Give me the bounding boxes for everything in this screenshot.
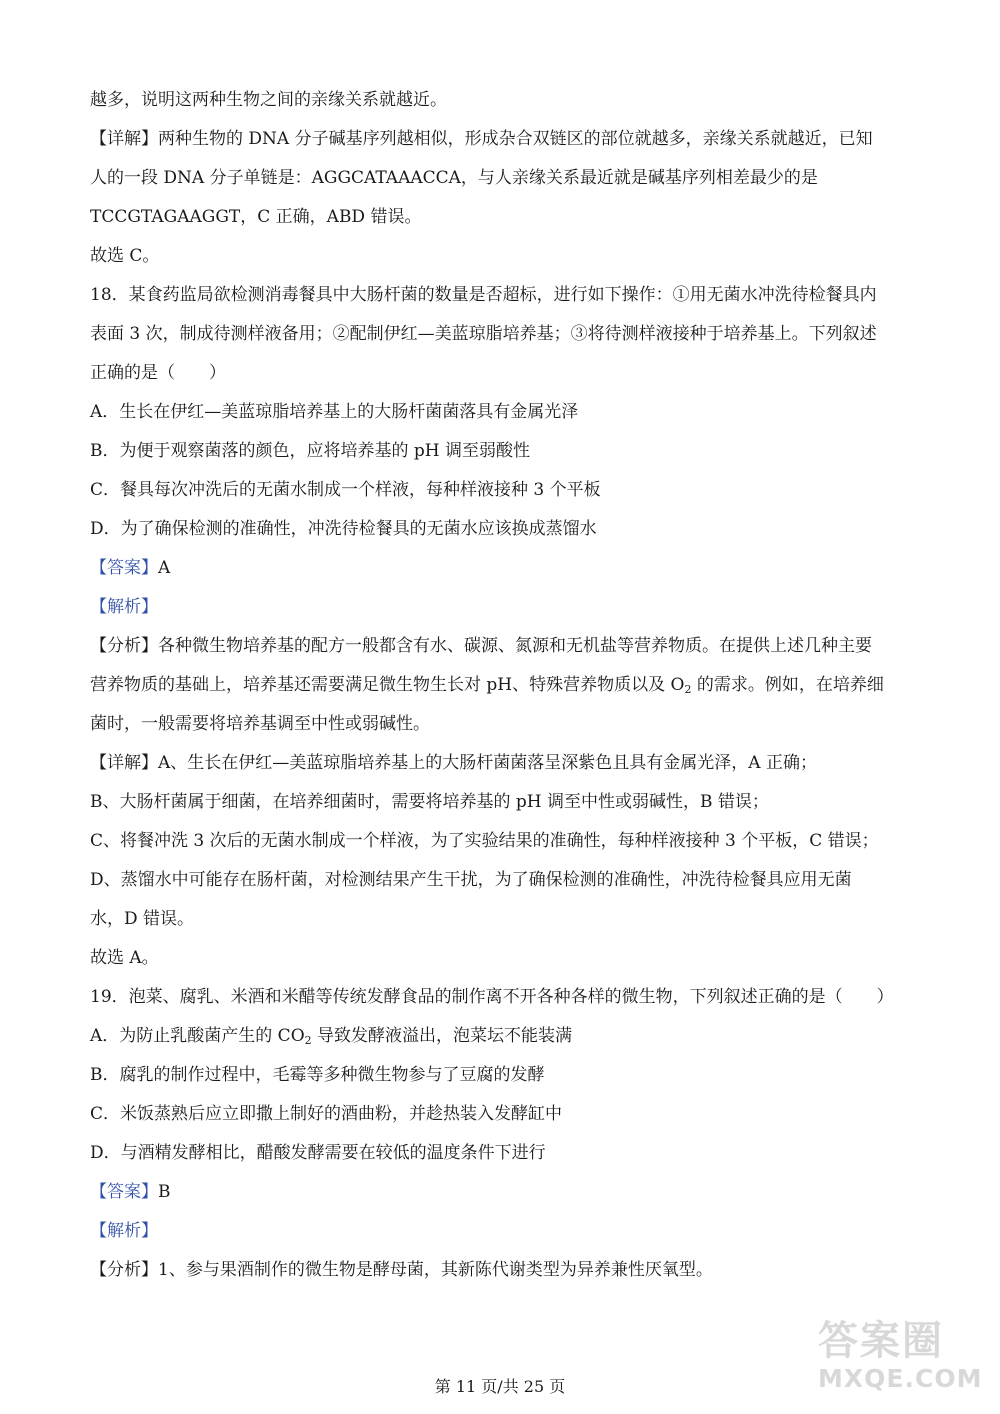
text-line: 水，D 错误。: [90, 909, 195, 929]
text-line: 表面 3 次，制成待测样液备用；②配制伊红—美蓝琼脂培养基；③将待测样液接种于培养基上。下列叙述: [90, 324, 877, 344]
text-line: 正确的是（ ）: [90, 363, 226, 383]
page-footer: 第 11 页/共 25 页: [434, 1377, 566, 1396]
text-line: C、将餐冲洗 3 次后的无菌水制成一个样液，为了实验结果的准确性，每种样液接种 3 个平板，C 错误；: [90, 831, 879, 851]
tag-fenxi: 【分析】: [90, 1260, 158, 1280]
question-18: 18．某食药监局欲检测消毒餐具中大肠杆菌的数量是否超标，进行如下操作：①用无菌水冲洗待检餐具内: [90, 285, 877, 305]
tag-detail: 【详解】: [90, 129, 158, 149]
answer-line: 【答案】A: [90, 558, 171, 578]
option-a: A．为防止乳酸菌产生的 $CO_2$ 导致发酵液溢出，泡菜坛不能装满: [90, 1026, 573, 1047]
text-line: 人的一段 DNA 分子单链是：AGGCATAAACCA，与人亲缘关系最近就是碱基序列相差最少的是: [90, 168, 818, 188]
tag-answer: 【答案】: [90, 558, 158, 578]
tag-answer: 【答案】: [90, 1182, 158, 1202]
option-b: B．腐乳的制作过程中，毛霉等多种微生物参与了豆腐的发酵: [90, 1065, 545, 1085]
text-line: TCCGTAGAAGGT，C 正确，ABD 错误。: [90, 207, 422, 227]
option-d: D．与酒精发酵相比，醋酸发酵需要在较低的温度条件下进行: [90, 1143, 546, 1163]
option-b: B．为便于观察菌落的颜色，应将培养基的 pH 调至弱酸性: [90, 441, 531, 461]
text-line: B、大肠杆菌属于细菌，在培养细菌时，需要将培养基的 pH 调至中性或弱碱性，B 错误；: [90, 792, 769, 812]
tag-detail: 【详解】: [90, 753, 158, 773]
watermark: [818, 1318, 994, 1408]
tag-analysis: 【解析】: [90, 1221, 158, 1241]
text-line: 菌时，一般需要将培养基调至中性或弱碱性。: [90, 714, 430, 734]
detail-line: 【详解】A、生长在伊红—美蓝琼脂培养基上的大肠杆菌菌落呈深紫色且具有金属光泽，A 正确；: [90, 753, 817, 773]
text-line: 越多，说明这两种生物之间的亲缘关系就越近。: [90, 90, 447, 110]
fenxi-line: 【分析】1、参与果酒制作的微生物是酵母菌，其新陈代谢类型为异养兼性厌氧型。: [90, 1260, 713, 1280]
text-line: 营养物质的基础上，培养基还需要满足微生物生长对 pH、特殊营养物质以及 $O_2$ 的需求。例如，在培养细: [90, 675, 884, 696]
option-d: D．为了确保检测的准确性，冲洗待检餐具的无菌水应该换成蒸馏水: [90, 519, 597, 539]
question-19: 19．泡菜、腐乳、米酒和米醋等传统发酵食品的制作离不开各种各样的微生物，下列叙述正确的是（ ）: [90, 987, 894, 1007]
tag-analysis: 【解析】: [90, 597, 158, 617]
option-a: A．生长在伊红—美蓝琼脂培养基上的大肠杆菌菌落具有金属光泽: [90, 402, 579, 422]
option-c: C．餐具每次冲洗后的无菌水制成一个样液，每种样液接种 3 个平板: [90, 480, 601, 500]
detail-line: 【详解】两种生物的 DNA 分子碱基序列越相似，形成杂合双链区的部位就越多，亲缘关系就越近，已知: [90, 129, 873, 149]
analysis-tag-line: [90, 1219, 900, 1243]
option-c: C．米饭蒸熟后应立即撒上制好的酒曲粉，并趁热装入发酵缸中: [90, 1104, 563, 1124]
tag-fenxi: 【分析】: [90, 636, 158, 656]
text-line: 故选 A。: [90, 948, 159, 968]
answer-line: 【答案】B: [90, 1182, 171, 1202]
fenxi-line: 【分析】各种微生物培养基的配方一般都含有水、碳源、氮源和无机盐等营养物质。在提供上述几种主要: [90, 636, 872, 656]
analysis-tag-line: [90, 595, 900, 619]
watermark-logo: 答案圈: [818, 1318, 944, 1364]
watermark-site: MXQE.COM: [818, 1364, 983, 1393]
text-line: 故选 C。: [90, 246, 160, 266]
text-line: D、蒸馏水中可能存在肠杆菌，对检测结果产生干扰，为了确保检测的准确性，冲洗待检餐具应用无菌: [90, 870, 852, 890]
